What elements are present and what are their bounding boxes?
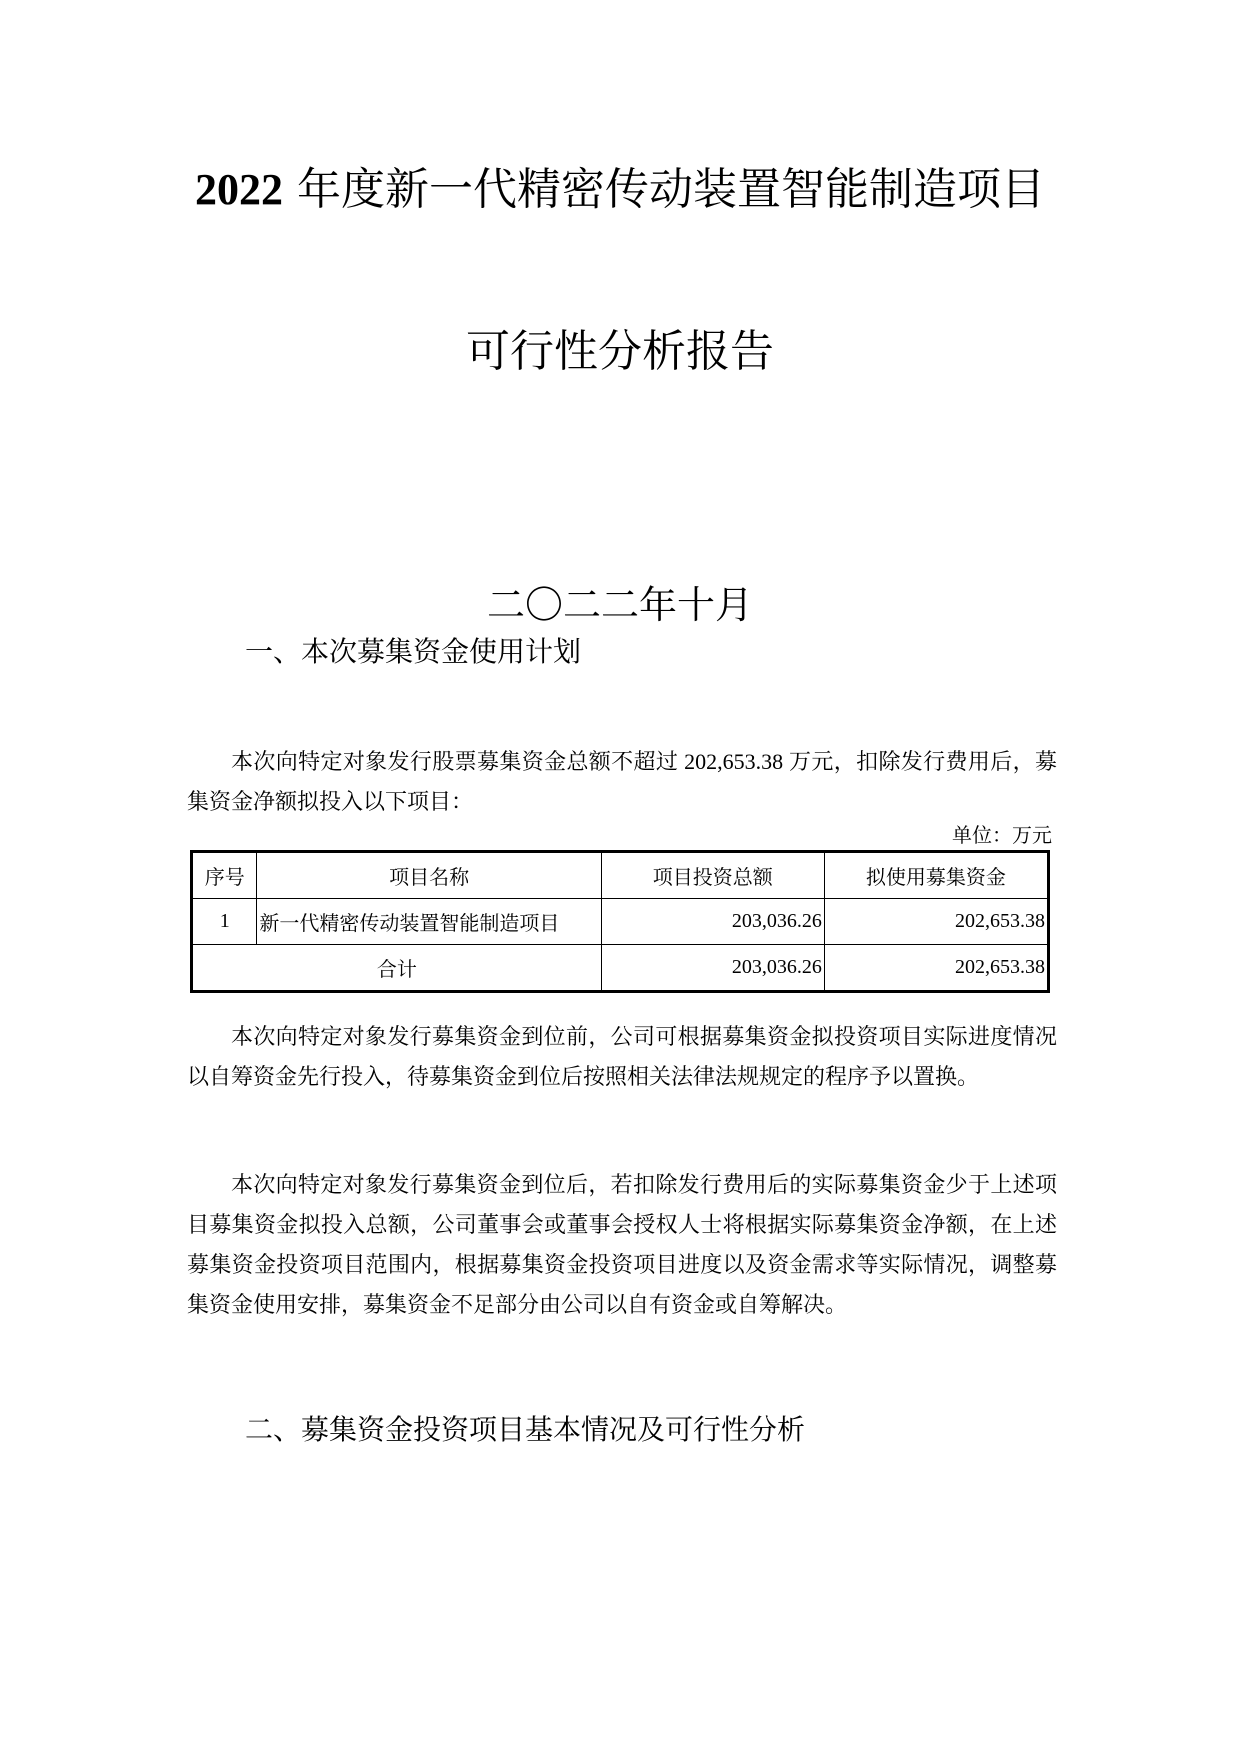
table-row <box>192 899 1049 945</box>
cell-total-investment: 203,036.26 <box>601 899 824 945</box>
section-heading-2: 二、募集资金投资项目基本情况及可行性分析 <box>245 1413 806 1446</box>
cell-project-name: 新一代精密传动装置智能制造项目 <box>257 899 601 945</box>
header-raised-funds: 拟使用募集资金 <box>824 852 1048 899</box>
intro-paragraph: 本次向特定对象发行股票募集资金总额不超过 202,653.38 万元，扣除发行费用后，募集资金净额拟投入以下项目： <box>187 749 1057 814</box>
table-total-row <box>192 945 1049 992</box>
title-text: 年度新一代精密传动装置智能制造项目 <box>297 164 1045 215</box>
cell-raised-funds-sum: 202,653.38 <box>824 945 1048 992</box>
table-header-row <box>192 852 1049 899</box>
cell-total-label: 合计 <box>192 945 602 992</box>
report-title <box>180 158 1060 222</box>
section-heading-1: 一、本次募集资金使用计划 <box>245 635 582 668</box>
cell-total-investment-sum: 203,036.26 <box>601 945 824 992</box>
body-paragraph-1: 本次向特定对象发行募集资金到位前，公司可根据募集资金拟投资项目实际进度情况以自筹资金先行投入，待募集资金到位后按照相关法律法规规定的程序予以置换。 <box>187 1024 1057 1089</box>
fund-usage-table <box>190 850 1050 993</box>
report-date: 二〇二二年十月 <box>486 583 753 627</box>
header-project-name: 项目名称 <box>257 852 601 899</box>
header-total-investment: 项目投资总额 <box>601 852 824 899</box>
cell-seq: 1 <box>192 899 257 945</box>
body-paragraph-2: 本次向特定对象发行募集资金到位后，若扣除发行费用后的实际募集资金少于上述项目募集资金拟投入总额，公司董事会或董事会授权人士将根据实际募集资金净额，在上述募集资金投资项目范围内，根据募集资金投资项目进度以及资金需求等实际情况，调整募集资金使用安排，募集资金不足部分由公司以自有资金或自筹解决。 <box>187 1172 1057 1317</box>
header-seq: 序号 <box>192 852 257 899</box>
title-year: 2022 <box>195 165 283 214</box>
report-subtitle: 可行性分析报告 <box>466 326 774 377</box>
table-unit: 单位：万元 <box>952 825 1052 847</box>
cell-raised-funds: 202,653.38 <box>824 899 1048 945</box>
